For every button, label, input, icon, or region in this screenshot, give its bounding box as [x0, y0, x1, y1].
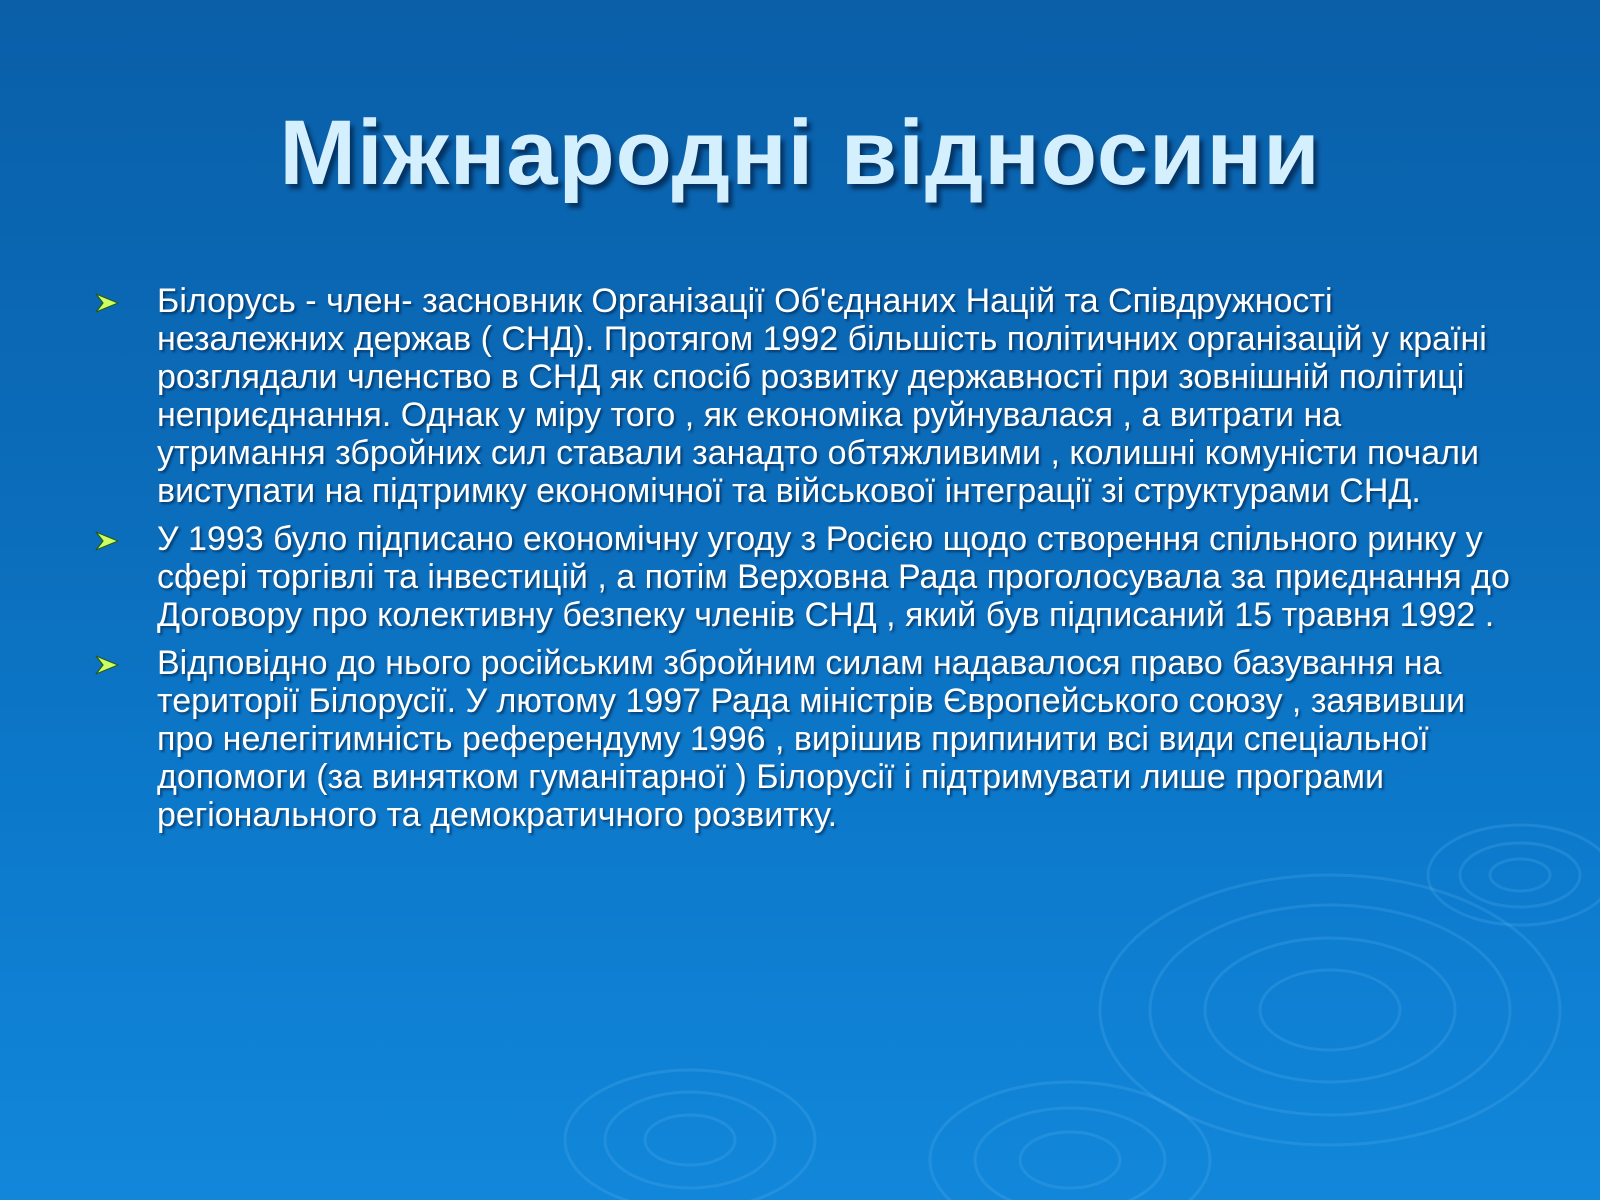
arrow-right-icon [94, 654, 120, 676]
arrow-right-icon [94, 292, 120, 314]
bullet-text: Білорусь - член- засновник Організації Об'єднаних Націй та Співдружності незалежних держав ( СНД). Протягом 1992 більшість політичних організацій у країні розглядали членство в СНД як спосіб розвитку державності при зовнішній політиці неприєднання. Однак у міру того , як економіка руйнувалася , а витрати на утримання збройних сил ставали занадто обтяжливими , колишні комуністи почали виступати на підтримку економічної та військової інтеграції зі структурами СНД. [157, 282, 1487, 510]
bullet-text: Відповідно до нього російським збройним силам надавалося право базування на території Білорусії. У лютому 1997 Рада міністрів Європейського союзу , заявивши про нелегітимність референдуму 1996 , вирішив припинити всі види спеціальної допомоги (за винятком гуманітарної ) Білорусії і підтримувати лише програми регіонального та демократичного розвитку. [157, 644, 1466, 834]
bullet-item [94, 644, 1514, 834]
arrow-right-icon [94, 530, 120, 552]
bullet-item [94, 520, 1514, 634]
bullet-item [94, 282, 1514, 510]
slide-title: Міжнародні відносини [279, 102, 1321, 204]
bullet-list [94, 282, 1514, 844]
bullet-text: У 1993 було підписано економічну угоду з Росією щодо створення спільного ринку у сфері торгівлі та інвестицій , а потім Верховна Рада проголосувала за приєднання до Договору про колективну безпеку членів СНД , який був підписаний 15 травня 1992 . [157, 520, 1510, 634]
